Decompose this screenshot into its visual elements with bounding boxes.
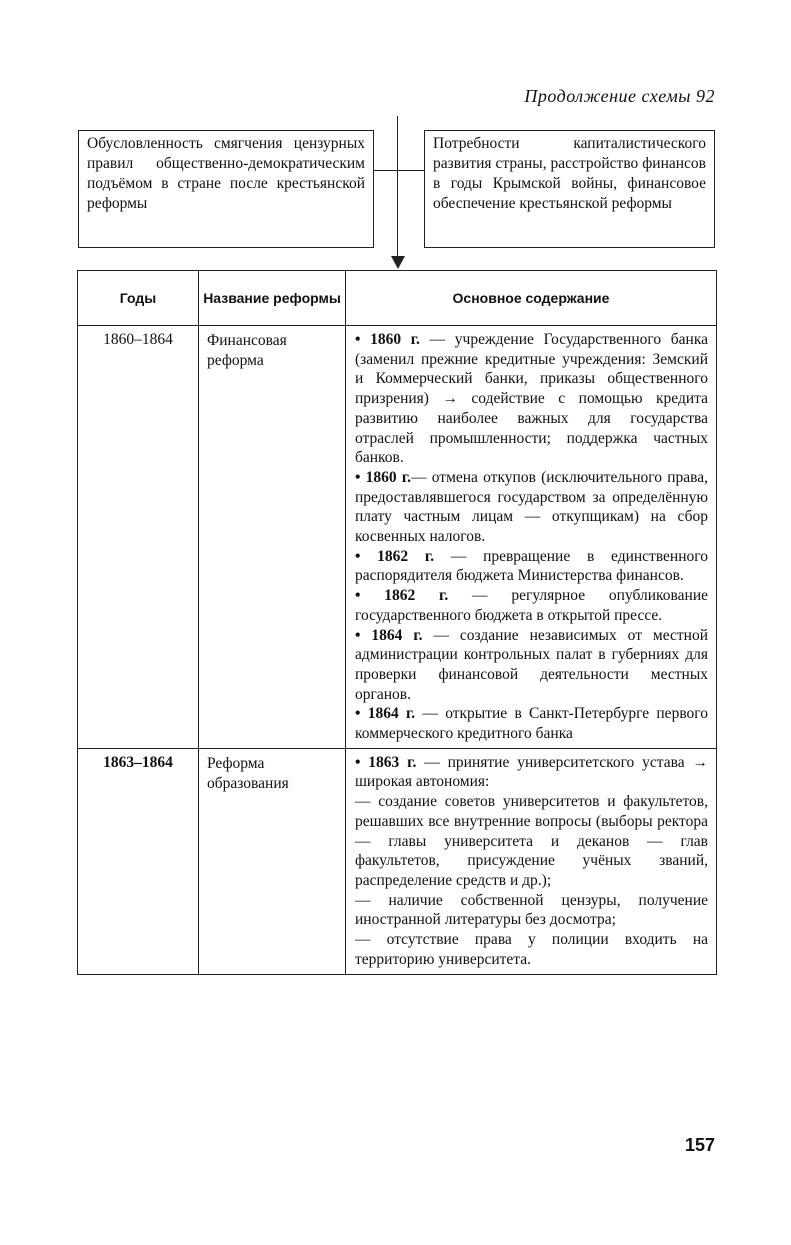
- reforms-table: [77, 270, 717, 975]
- content-item: [355, 891, 708, 930]
- item-text: — регулярное опубликование государственного бюджета в открытой прессе.: [355, 587, 708, 624]
- row-content: [346, 748, 717, 974]
- row-years: 1860–1864: [78, 326, 199, 749]
- row-content: [346, 326, 717, 749]
- content-item: [355, 930, 708, 969]
- item-text: — принятие университетского устава → широкая автономия:: [355, 753, 709, 791]
- item-text: — создание советов университетов и факультетов, решавших все внутренние вопросы (выборы ректора — главы университета и деканов — глав факультетов, присуждение учёных званий, распределение средств и др.);: [355, 793, 708, 889]
- header-content: Основное содержание: [346, 271, 717, 326]
- item-year: • 1864 г.: [355, 705, 416, 723]
- item-text: — превращение в единственного распорядителя бюджета Министерства финансов.: [355, 547, 708, 585]
- content-item: [355, 753, 708, 792]
- arrow-line: [397, 116, 398, 264]
- header-reform-name: Название реформы: [199, 271, 346, 326]
- item-text: — отсутствие права у полиции входить на территорию университета.: [355, 931, 708, 968]
- row-years: 1863–1864: [78, 748, 199, 974]
- item-text: — наличие собственной цензуры, получение иностранной литературы без досмотра;: [355, 891, 708, 929]
- page-number: 157: [684, 1135, 715, 1155]
- connector-left: [374, 170, 397, 171]
- item-year: • 1863 г.: [355, 753, 417, 771]
- item-year: • 1860 г.: [355, 331, 420, 348]
- arrow-down-icon: [391, 256, 405, 269]
- table-row: [78, 326, 717, 749]
- item-year: • 1862 г.: [355, 547, 435, 565]
- header-years: Годы: [78, 271, 199, 326]
- content-item: [355, 586, 708, 625]
- content-item: [355, 704, 708, 743]
- row-reform-name: Реформа образования: [199, 748, 346, 974]
- content-item: [355, 468, 708, 547]
- cause-box-censorship: Обусловленность смягчения цензурных правил общественно-демократическим подъёмом в стране после крестьянской реформы: [78, 130, 374, 248]
- item-text: — учреждение Государственного банка (заменил прежние кредитные учреждения: Земский и Коммерческий банки, приказы общественного призрения) → содействие с помощью кредита развитию наиболее важных для государства отраслей промышленности; поддержка частных банков.: [355, 331, 708, 467]
- item-text: — отмена откупов (исключительного права, предоставлявшегося государством за определённую плату частным лицам — откупщикам) на сбор косвенных налогов.: [355, 468, 709, 546]
- connector-right: [398, 170, 424, 171]
- item-year: • 1864 г.: [355, 626, 423, 644]
- item-text: — открытие в Санкт-Петербурге первого коммерческого кредитного банка: [355, 705, 708, 743]
- content-item: [355, 547, 708, 586]
- scheme-continuation-label: Продолжение схемы 92: [524, 86, 715, 106]
- content-item: [355, 626, 708, 705]
- table-row: [78, 748, 717, 974]
- row-reform-name: Финансовая реформа: [199, 326, 346, 749]
- item-year: • 1860 г.: [355, 468, 412, 486]
- cause-box-financial: Потребности капиталистического развития страны, расстройство финансов в годы Крымской войны, финансовое обеспечение крестьянской реформы: [424, 130, 715, 248]
- content-item: [355, 792, 708, 891]
- item-text: — создание независимых от местной администрации контрольных палат в губерниях для проверки финансовой деятельности местных органов.: [355, 626, 708, 703]
- table-header-row: [78, 271, 717, 326]
- item-year: • 1862 г.: [355, 587, 449, 605]
- content-item: [355, 330, 708, 468]
